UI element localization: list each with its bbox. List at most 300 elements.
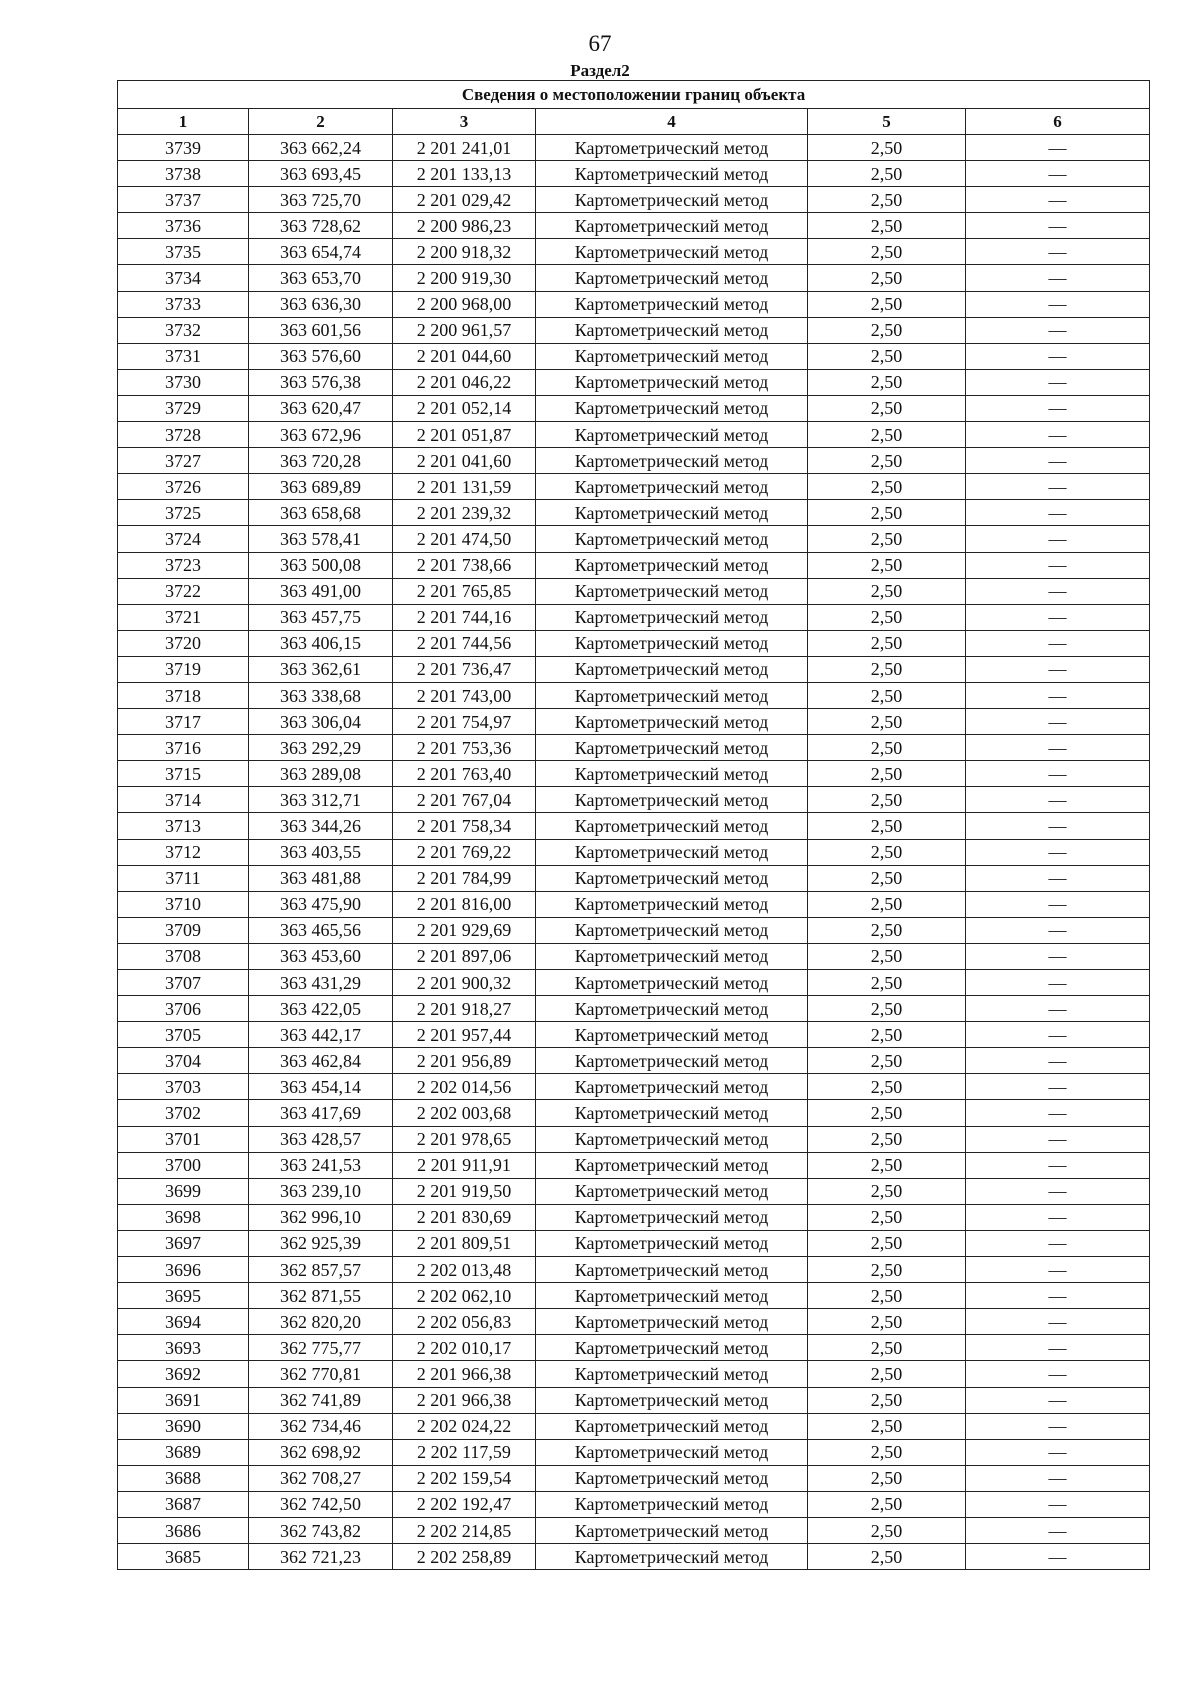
description-cell: — [966,1152,1150,1178]
point-number-cell: 3735 [118,239,249,265]
y-coordinate-cell: 2 202 214,85 [393,1517,536,1543]
point-number-cell: 3738 [118,161,249,187]
x-coordinate-cell: 362 996,10 [249,1204,393,1230]
x-coordinate-cell: 363 653,70 [249,265,393,291]
method-cell: Картометрический метод [536,161,808,187]
method-cell: Картометрический метод [536,265,808,291]
y-coordinate-cell: 2 201 041,60 [393,448,536,474]
y-coordinate-cell: 2 201 900,32 [393,970,536,996]
method-cell: Картометрический метод [536,787,808,813]
x-coordinate-cell: 363 720,28 [249,448,393,474]
accuracy-cell: 2,50 [808,187,966,213]
x-coordinate-cell: 363 403,55 [249,839,393,865]
description-cell: — [966,422,1150,448]
point-number-cell: 3729 [118,395,249,421]
method-cell: Картометрический метод [536,1361,808,1387]
point-number-cell: 3719 [118,656,249,682]
method-cell: Картометрический метод [536,291,808,317]
y-coordinate-cell: 2 201 738,66 [393,552,536,578]
y-coordinate-cell: 2 201 809,51 [393,1230,536,1256]
accuracy-cell: 2,50 [808,1178,966,1204]
method-cell: Картометрический метод [536,996,808,1022]
y-coordinate-cell: 2 202 056,83 [393,1309,536,1335]
x-coordinate-cell: 362 743,82 [249,1517,393,1543]
x-coordinate-cell: 363 500,08 [249,552,393,578]
table-row [118,500,1150,526]
section-title: Раздел2 [570,61,630,80]
table-row [118,865,1150,891]
boundary-coordinates-table [117,80,1150,1570]
table-row [118,1230,1150,1256]
accuracy-cell: 2,50 [808,970,966,996]
accuracy-cell: 2,50 [808,943,966,969]
x-coordinate-cell: 362 770,81 [249,1361,393,1387]
y-coordinate-cell: 2 201 051,87 [393,422,536,448]
description-cell: — [966,317,1150,343]
description-cell: — [966,369,1150,395]
y-coordinate-cell: 2 200 968,00 [393,291,536,317]
column-number-row [118,109,1150,135]
description-cell: — [966,1544,1150,1570]
accuracy-cell: 2,50 [808,630,966,656]
x-coordinate-cell: 363 601,56 [249,317,393,343]
y-coordinate-cell: 2 202 062,10 [393,1283,536,1309]
y-coordinate-cell: 2 200 986,23 [393,213,536,239]
point-number-cell: 3693 [118,1335,249,1361]
point-number-cell: 3690 [118,1413,249,1439]
method-cell: Картометрический метод [536,839,808,865]
x-coordinate-cell: 363 239,10 [249,1178,393,1204]
accuracy-cell: 2,50 [808,787,966,813]
description-cell: — [966,917,1150,943]
accuracy-cell: 2,50 [808,265,966,291]
x-coordinate-cell: 363 338,68 [249,682,393,708]
y-coordinate-cell: 2 201 743,00 [393,682,536,708]
description-cell: — [966,1413,1150,1439]
x-coordinate-cell: 362 871,55 [249,1283,393,1309]
method-cell: Картометрический метод [536,1283,808,1309]
accuracy-cell: 2,50 [808,735,966,761]
table-row [118,735,1150,761]
table-row [118,578,1150,604]
method-cell: Картометрический метод [536,1544,808,1570]
accuracy-cell: 2,50 [808,213,966,239]
x-coordinate-cell: 363 344,26 [249,813,393,839]
method-cell: Картометрический метод [536,891,808,917]
table-row [118,1309,1150,1335]
x-coordinate-cell: 363 576,60 [249,343,393,369]
accuracy-cell: 2,50 [808,1387,966,1413]
description-cell: — [966,1178,1150,1204]
y-coordinate-cell: 2 201 816,00 [393,891,536,917]
point-number-cell: 3730 [118,369,249,395]
description-cell: — [966,161,1150,187]
description-cell: — [966,213,1150,239]
method-cell: Картометрический метод [536,630,808,656]
accuracy-cell: 2,50 [808,1361,966,1387]
description-cell: — [966,735,1150,761]
method-cell: Картометрический метод [536,187,808,213]
y-coordinate-cell: 2 201 919,50 [393,1178,536,1204]
method-cell: Картометрический метод [536,1230,808,1256]
accuracy-cell: 2,50 [808,1283,966,1309]
y-coordinate-cell: 2 201 131,59 [393,474,536,500]
x-coordinate-cell: 363 465,56 [249,917,393,943]
accuracy-cell: 2,50 [808,552,966,578]
x-coordinate-cell: 363 306,04 [249,709,393,735]
point-number-cell: 3709 [118,917,249,943]
accuracy-cell: 2,50 [808,761,966,787]
accuracy-cell: 2,50 [808,1230,966,1256]
description-cell: — [966,552,1150,578]
table-row [118,656,1150,682]
column-number-header: 4 [536,109,808,135]
description-cell: — [966,839,1150,865]
y-coordinate-cell: 2 201 758,34 [393,813,536,839]
description-cell: — [966,1126,1150,1152]
point-number-cell: 3716 [118,735,249,761]
point-number-cell: 3725 [118,500,249,526]
accuracy-cell: 2,50 [808,578,966,604]
x-coordinate-cell: 363 693,45 [249,161,393,187]
y-coordinate-cell: 2 201 754,97 [393,709,536,735]
point-number-cell: 3705 [118,1022,249,1048]
y-coordinate-cell: 2 201 957,44 [393,1022,536,1048]
x-coordinate-cell: 363 422,05 [249,996,393,1022]
y-coordinate-cell: 2 201 767,04 [393,787,536,813]
method-cell: Картометрический метод [536,1257,808,1283]
y-coordinate-cell: 2 201 744,56 [393,630,536,656]
point-number-cell: 3700 [118,1152,249,1178]
accuracy-cell: 2,50 [808,1465,966,1491]
table-row [118,1465,1150,1491]
table-row [118,239,1150,265]
x-coordinate-cell: 362 708,27 [249,1465,393,1491]
y-coordinate-cell: 2 201 753,36 [393,735,536,761]
point-number-cell: 3706 [118,996,249,1022]
accuracy-cell: 2,50 [808,813,966,839]
point-number-cell: 3720 [118,630,249,656]
x-coordinate-cell: 363 428,57 [249,1126,393,1152]
table-row [118,996,1150,1022]
table-row [118,395,1150,421]
point-number-cell: 3727 [118,448,249,474]
description-cell: — [966,787,1150,813]
method-cell: Картометрический метод [536,1048,808,1074]
table-row [118,943,1150,969]
accuracy-cell: 2,50 [808,1126,966,1152]
y-coordinate-cell: 2 201 929,69 [393,917,536,943]
table-row [118,604,1150,630]
point-number-cell: 3703 [118,1074,249,1100]
point-number-cell: 3721 [118,604,249,630]
accuracy-cell: 2,50 [808,161,966,187]
table-row [118,1387,1150,1413]
y-coordinate-cell: 2 201 241,01 [393,135,536,161]
y-coordinate-cell: 2 201 052,14 [393,395,536,421]
accuracy-cell: 2,50 [808,239,966,265]
x-coordinate-cell: 363 362,61 [249,656,393,682]
accuracy-cell: 2,50 [808,500,966,526]
method-cell: Картометрический метод [536,1152,808,1178]
method-cell: Картометрический метод [536,474,808,500]
table-row [118,1413,1150,1439]
method-cell: Картометрический метод [536,213,808,239]
method-cell: Картометрический метод [536,943,808,969]
description-cell: — [966,1465,1150,1491]
method-cell: Картометрический метод [536,865,808,891]
point-number-cell: 3715 [118,761,249,787]
x-coordinate-cell: 363 462,84 [249,1048,393,1074]
description-cell: — [966,1517,1150,1543]
method-cell: Картометрический метод [536,813,808,839]
accuracy-cell: 2,50 [808,1152,966,1178]
table-row [118,552,1150,578]
description-cell: — [966,865,1150,891]
table-row [118,265,1150,291]
accuracy-cell: 2,50 [808,1048,966,1074]
column-number-header: 3 [393,109,536,135]
y-coordinate-cell: 2 201 765,85 [393,578,536,604]
y-coordinate-cell: 2 201 046,22 [393,369,536,395]
method-cell: Картометрический метод [536,1439,808,1465]
y-coordinate-cell: 2 201 897,06 [393,943,536,969]
point-number-cell: 3737 [118,187,249,213]
description-cell: — [966,891,1150,917]
point-number-cell: 3718 [118,682,249,708]
accuracy-cell: 2,50 [808,865,966,891]
x-coordinate-cell: 363 578,41 [249,526,393,552]
method-cell: Картометрический метод [536,422,808,448]
description-cell: — [966,1257,1150,1283]
accuracy-cell: 2,50 [808,1544,966,1570]
description-cell: — [966,1074,1150,1100]
x-coordinate-cell: 363 442,17 [249,1022,393,1048]
table-row [118,213,1150,239]
method-cell: Картометрический метод [536,239,808,265]
description-cell: — [966,1439,1150,1465]
accuracy-cell: 2,50 [808,1309,966,1335]
x-coordinate-cell: 363 431,29 [249,970,393,996]
method-cell: Картометрический метод [536,970,808,996]
x-coordinate-cell: 363 457,75 [249,604,393,630]
point-number-cell: 3707 [118,970,249,996]
table-row [118,1257,1150,1283]
point-number-cell: 3691 [118,1387,249,1413]
table-row [118,135,1150,161]
point-number-cell: 3695 [118,1283,249,1309]
description-cell: — [966,448,1150,474]
accuracy-cell: 2,50 [808,317,966,343]
x-coordinate-cell: 362 775,77 [249,1335,393,1361]
description-cell: — [966,1230,1150,1256]
table-row [118,917,1150,943]
column-number-header: 5 [808,109,966,135]
description-cell: — [966,291,1150,317]
accuracy-cell: 2,50 [808,1491,966,1517]
method-cell: Картометрический метод [536,552,808,578]
x-coordinate-cell: 363 289,08 [249,761,393,787]
table-row [118,422,1150,448]
accuracy-cell: 2,50 [808,526,966,552]
x-coordinate-cell: 362 741,89 [249,1387,393,1413]
method-cell: Картометрический метод [536,1126,808,1152]
y-coordinate-cell: 2 202 024,22 [393,1413,536,1439]
x-coordinate-cell: 362 820,20 [249,1309,393,1335]
method-cell: Картометрический метод [536,1465,808,1491]
method-cell: Картометрический метод [536,1204,808,1230]
table-row [118,187,1150,213]
y-coordinate-cell: 2 201 978,65 [393,1126,536,1152]
table-row [118,1178,1150,1204]
table-row [118,1283,1150,1309]
x-coordinate-cell: 363 481,88 [249,865,393,891]
accuracy-cell: 2,50 [808,343,966,369]
accuracy-cell: 2,50 [808,1204,966,1230]
description-cell: — [966,474,1150,500]
point-number-cell: 3736 [118,213,249,239]
method-cell: Картометрический метод [536,1491,808,1517]
point-number-cell: 3704 [118,1048,249,1074]
accuracy-cell: 2,50 [808,709,966,735]
accuracy-cell: 2,50 [808,917,966,943]
method-cell: Картометрический метод [536,1387,808,1413]
description-cell: — [966,813,1150,839]
point-number-cell: 3724 [118,526,249,552]
description-cell: — [966,1335,1150,1361]
x-coordinate-cell: 363 453,60 [249,943,393,969]
description-cell: — [966,970,1150,996]
y-coordinate-cell: 2 202 159,54 [393,1465,536,1491]
table-row [118,1491,1150,1517]
x-coordinate-cell: 363 658,68 [249,500,393,526]
y-coordinate-cell: 2 201 239,32 [393,500,536,526]
table-row [118,343,1150,369]
x-coordinate-cell: 363 417,69 [249,1100,393,1126]
method-cell: Картометрический метод [536,1517,808,1543]
method-cell: Картометрический метод [536,1309,808,1335]
table-row [118,1100,1150,1126]
y-coordinate-cell: 2 201 769,22 [393,839,536,865]
description-cell: — [966,526,1150,552]
y-coordinate-cell: 2 202 258,89 [393,1544,536,1570]
table-row [118,369,1150,395]
accuracy-cell: 2,50 [808,1074,966,1100]
point-number-cell: 3733 [118,291,249,317]
point-number-cell: 3714 [118,787,249,813]
table-row [118,317,1150,343]
table-row [118,761,1150,787]
accuracy-cell: 2,50 [808,1100,966,1126]
table-row [118,1517,1150,1543]
point-number-cell: 3711 [118,865,249,891]
method-cell: Картометрический метод [536,656,808,682]
accuracy-cell: 2,50 [808,996,966,1022]
x-coordinate-cell: 363 662,24 [249,135,393,161]
x-coordinate-cell: 363 241,53 [249,1152,393,1178]
table-row [118,1544,1150,1570]
x-coordinate-cell: 363 636,30 [249,291,393,317]
accuracy-cell: 2,50 [808,891,966,917]
point-number-cell: 3712 [118,839,249,865]
table-row [118,291,1150,317]
description-cell: — [966,943,1150,969]
y-coordinate-cell: 2 202 003,68 [393,1100,536,1126]
page-number: 67 [588,31,612,56]
accuracy-cell: 2,50 [808,448,966,474]
y-coordinate-cell: 2 201 029,42 [393,187,536,213]
point-number-cell: 3723 [118,552,249,578]
method-cell: Картометрический метод [536,709,808,735]
point-number-cell: 3726 [118,474,249,500]
accuracy-cell: 2,50 [808,839,966,865]
column-number-header: 1 [118,109,249,135]
y-coordinate-cell: 2 202 013,48 [393,1257,536,1283]
method-cell: Картометрический метод [536,448,808,474]
description-cell: — [966,656,1150,682]
method-cell: Картометрический метод [536,1074,808,1100]
table-row [118,1335,1150,1361]
y-coordinate-cell: 2 201 911,91 [393,1152,536,1178]
method-cell: Картометрический метод [536,1178,808,1204]
table-row [118,1048,1150,1074]
x-coordinate-cell: 363 576,38 [249,369,393,395]
description-cell: — [966,1491,1150,1517]
point-number-cell: 3702 [118,1100,249,1126]
method-cell: Картометрический метод [536,1100,808,1126]
method-cell: Картометрический метод [536,604,808,630]
point-number-cell: 3710 [118,891,249,917]
accuracy-cell: 2,50 [808,604,966,630]
method-cell: Картометрический метод [536,1022,808,1048]
y-coordinate-cell: 2 201 474,50 [393,526,536,552]
method-cell: Картометрический метод [536,682,808,708]
table-row [118,1022,1150,1048]
x-coordinate-cell: 362 742,50 [249,1491,393,1517]
accuracy-cell: 2,50 [808,135,966,161]
point-number-cell: 3713 [118,813,249,839]
description-cell: — [966,1204,1150,1230]
point-number-cell: 3689 [118,1439,249,1465]
x-coordinate-cell: 363 312,71 [249,787,393,813]
description-cell: — [966,709,1150,735]
method-cell: Картометрический метод [536,369,808,395]
accuracy-cell: 2,50 [808,1439,966,1465]
table-row [118,161,1150,187]
point-number-cell: 3692 [118,1361,249,1387]
description-cell: — [966,604,1150,630]
x-coordinate-cell: 363 491,00 [249,578,393,604]
x-coordinate-cell: 363 292,29 [249,735,393,761]
description-cell: — [966,1387,1150,1413]
description-cell: — [966,1022,1150,1048]
x-coordinate-cell: 362 721,23 [249,1544,393,1570]
accuracy-cell: 2,50 [808,422,966,448]
y-coordinate-cell: 2 201 918,27 [393,996,536,1022]
point-number-cell: 3734 [118,265,249,291]
description-cell: — [966,395,1150,421]
y-coordinate-cell: 2 200 961,57 [393,317,536,343]
point-number-cell: 3696 [118,1257,249,1283]
point-number-cell: 3687 [118,1491,249,1517]
y-coordinate-cell: 2 201 966,38 [393,1361,536,1387]
table-row [118,1361,1150,1387]
y-coordinate-cell: 2 201 044,60 [393,343,536,369]
method-cell: Картометрический метод [536,735,808,761]
y-coordinate-cell: 2 201 830,69 [393,1204,536,1230]
description-cell: — [966,500,1150,526]
table-row [118,474,1150,500]
